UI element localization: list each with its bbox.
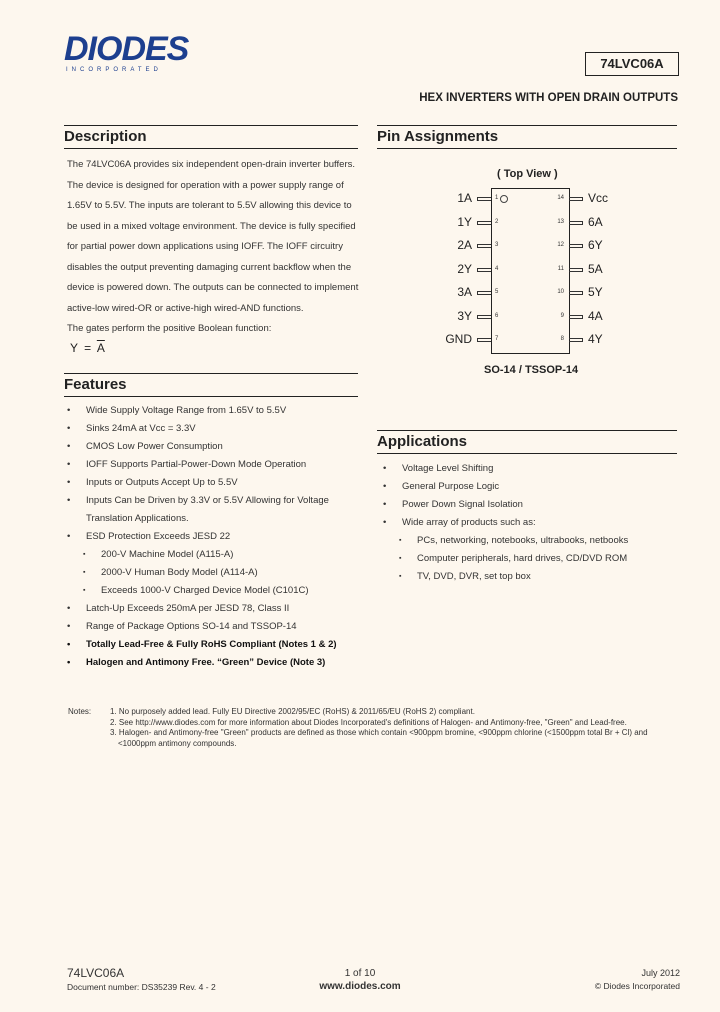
pin-lead bbox=[477, 197, 491, 201]
pin-number: 2 bbox=[495, 218, 499, 225]
pin-label: 5Y bbox=[588, 285, 603, 299]
application-item: • Wide array of products such as: bbox=[383, 514, 683, 532]
pin-lead bbox=[477, 338, 491, 342]
application-subitem: ▪ Computer peripherals, hard drives, CD/DVD ROM bbox=[383, 550, 683, 568]
pin-number: 10 bbox=[557, 289, 564, 295]
features-list bbox=[67, 402, 359, 672]
features-heading: Features bbox=[64, 373, 358, 397]
description-line: 1.65V to 5.5V. The inputs are tolerant to 5.5V allowing this device to bbox=[67, 200, 352, 211]
feature-item: • IOFF Supports Partial-Power-Down Mode Operation bbox=[67, 456, 359, 474]
function-input-negated: $\overline{A}$ bbox=[96, 341, 105, 355]
feature-item: • Halogen and Antimony Free. “Green” Device (Note 3) bbox=[67, 654, 359, 672]
pin-lead bbox=[477, 221, 491, 225]
top-view-label: ( Top View ) bbox=[497, 168, 558, 180]
company-logo: DIODES bbox=[64, 30, 189, 68]
pin-lead bbox=[569, 221, 583, 225]
note-item: 1. No purposely added lead. Fully EU Directive 2002/95/EC (RoHS) & 2011/65/EU (RoHS 2) compliant. bbox=[110, 707, 475, 716]
pin-label: 2Y bbox=[457, 261, 472, 276]
pin-number: 6 bbox=[495, 312, 499, 319]
company-logo-subtitle: INCORPORATED bbox=[66, 67, 162, 73]
pin-lead bbox=[569, 291, 583, 295]
application-item: • General Purpose Logic bbox=[383, 478, 683, 496]
pin-number: 1 bbox=[495, 195, 499, 201]
description-line: active-low wired-OR or active-high wired-AND functions. bbox=[67, 302, 304, 314]
pin-number: 7 bbox=[495, 336, 499, 342]
note-item: 2. See http://www.diodes.com for more information about Diodes Incorporated's definitions of Halogen- and Antimony-free, "Green" and Lead-free. bbox=[110, 717, 627, 727]
description-line: The 74LVC06A provides six independent open-drain inverter buffers. bbox=[67, 159, 355, 170]
footer-part: 74LVC06A bbox=[67, 966, 125, 980]
pin-lead bbox=[477, 244, 491, 248]
footer-page: 1 of 10 bbox=[344, 968, 376, 979]
pin-number: 9 bbox=[560, 312, 564, 319]
pin-label: GND bbox=[445, 332, 472, 346]
function-equals: = bbox=[84, 341, 92, 355]
feature-item: • Inputs Can be Driven by 3.3V or 5.5V Allowing for Voltage Translation Applications. bbox=[67, 492, 359, 528]
pin-lead bbox=[569, 338, 583, 342]
feature-item: • Wide Supply Voltage Range from 1.65V to 5.5V bbox=[67, 402, 359, 420]
pin-label: 2A bbox=[457, 238, 472, 252]
footer-doc-number: Document number: DS35239 Rev. 4 - 2 bbox=[67, 982, 216, 992]
function-output: Y bbox=[70, 341, 78, 355]
feature-item: • ESD Protection Exceeds JESD 22 bbox=[67, 528, 359, 546]
pin-label: 3A bbox=[457, 285, 472, 299]
pin-label: 1A bbox=[457, 191, 472, 205]
note-item: 3. Halogen- and Antimony-free "Green" products are defined as those which contain <900ppm bromine, <900ppm chlorine (<1500ppm total Br + Cl) and bbox=[110, 728, 648, 737]
pin-label: 4A bbox=[588, 308, 603, 323]
application-subitem: ▪ TV, DVD, DVR, set top box bbox=[383, 568, 683, 586]
feature-item: • CMOS Low Power Consumption bbox=[67, 438, 359, 456]
pin-number: 3 bbox=[495, 242, 499, 248]
applications-heading: Applications bbox=[377, 430, 677, 454]
footer-url[interactable]: www.diodes.com bbox=[319, 981, 401, 992]
application-item: • Voltage Level Shifting bbox=[383, 460, 683, 478]
pin-lead bbox=[569, 268, 583, 272]
pin-number: 8 bbox=[560, 336, 564, 342]
applications-list bbox=[383, 460, 683, 586]
feature-item: • Sinks 24mA at Vcc = 3.3V bbox=[67, 420, 359, 438]
feature-subitem: ▪ 200-V Machine Model (A115-A) bbox=[67, 546, 359, 564]
pin-number: 11 bbox=[557, 265, 564, 272]
part-number-box: 74LVC06A bbox=[585, 52, 679, 76]
pin-label: 4Y bbox=[588, 332, 603, 346]
application-subitem: ▪ PCs, networking, notebooks, ultrabooks, netbooks bbox=[383, 532, 683, 550]
pin-label: 3Y bbox=[457, 308, 472, 323]
pin-label: 6Y bbox=[588, 238, 603, 252]
notes-body bbox=[110, 707, 680, 749]
notes-label: Notes: bbox=[68, 707, 92, 716]
pin-lead bbox=[477, 315, 491, 319]
document-subtitle: HEX INVERTERS WITH OPEN DRAIN OUTPUTS bbox=[419, 92, 678, 104]
pin-number: 14 bbox=[557, 195, 564, 201]
pin1-indicator-icon bbox=[500, 195, 508, 203]
footer-date: July 2012 bbox=[641, 968, 680, 978]
description-line: for partial power down applications using IOFF. The IOFF circuitry bbox=[67, 241, 343, 252]
pin-assignments-heading: Pin Assignments bbox=[377, 125, 677, 149]
description-line: The gates perform the positive Boolean function: bbox=[67, 323, 272, 334]
feature-subitem: ▪ Exceeds 1000-V Charged Device Model (C101C) bbox=[67, 582, 359, 600]
description-line: be used in a mixed voltage environment. The device is fully specified bbox=[67, 220, 356, 232]
pin-label: 6A bbox=[588, 214, 603, 229]
description-line: disables the output preventing damaging current backflow when the bbox=[67, 261, 352, 273]
feature-item: • Latch-Up Exceeds 250mA per JESD 78, Class II bbox=[67, 600, 359, 618]
pin-lead bbox=[477, 268, 491, 272]
description-heading: Description bbox=[64, 125, 358, 149]
package-label: SO-14 / TSSOP-14 bbox=[484, 364, 579, 376]
pin-label: Vcc bbox=[588, 191, 609, 205]
description-body bbox=[67, 155, 359, 340]
note-item: <1000ppm antimony compounds. bbox=[118, 738, 237, 748]
pin-lead bbox=[569, 244, 583, 248]
pin-lead bbox=[569, 197, 583, 201]
feature-item: • Inputs or Outputs Accept Up to 5.5V bbox=[67, 474, 359, 492]
feature-subitem: ▪ 2000-V Human Body Model (A114-A) bbox=[67, 564, 359, 582]
pin-label: 5A bbox=[588, 261, 603, 276]
description-line: device is powered down. The outputs can be connected to implement bbox=[67, 282, 359, 293]
pin-number: 4 bbox=[495, 265, 499, 272]
feature-item: • Totally Lead-Free & Fully RoHS Compliant (Notes 1 & 2) bbox=[67, 636, 359, 654]
pin-number: 5 bbox=[495, 289, 499, 295]
feature-item: • Range of Package Options SO-14 and TSSOP-14 bbox=[67, 618, 359, 636]
pin-label: 1Y bbox=[457, 214, 472, 229]
footer-copyright: © Diodes Incorporated bbox=[594, 981, 680, 991]
description-line: The device is designed for operation with a power supply range of bbox=[67, 179, 344, 191]
boolean-function bbox=[70, 341, 105, 355]
pin-lead bbox=[569, 315, 583, 319]
application-item: • Power Down Signal Isolation bbox=[383, 496, 683, 514]
pin-number: 13 bbox=[557, 218, 564, 225]
pin-lead bbox=[477, 291, 491, 295]
pin-number: 12 bbox=[557, 242, 564, 248]
